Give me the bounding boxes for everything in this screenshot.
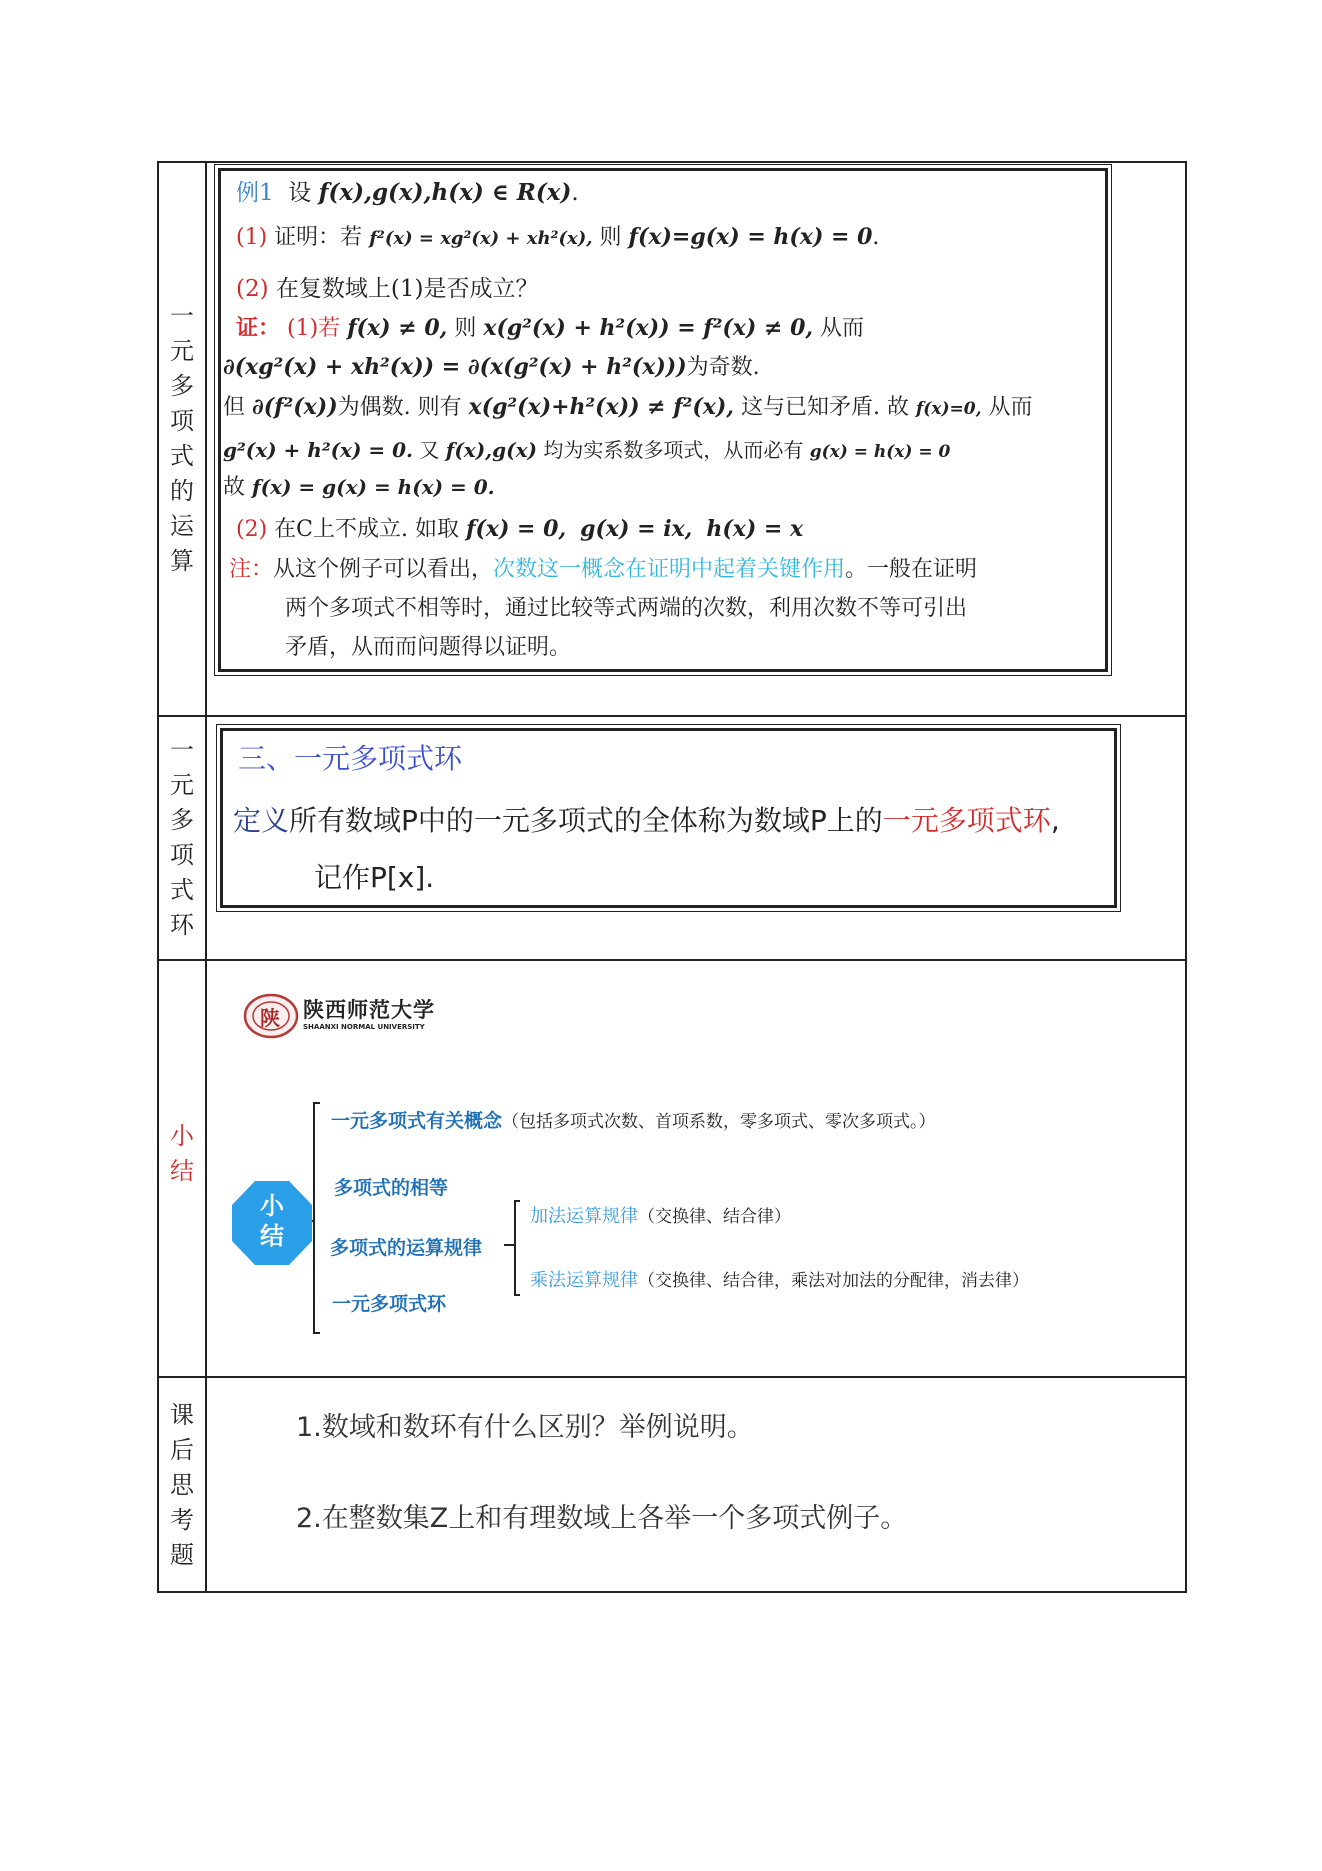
example-line-1: 例1 设 f(x),g(x),h(x) ∈ R(x). — [236, 179, 579, 206]
table-column-divider — [205, 161, 207, 1593]
homework-question-2: 2.在整数集Z上和有理数域上各举一个多项式例子。 — [296, 1503, 908, 1534]
row-label-homework: 课 后 思 考 题 — [170, 1401, 194, 1569]
university-logo — [243, 992, 463, 1040]
summary-badge-text: 小 结 — [260, 1192, 284, 1250]
row-divider-3 — [157, 1376, 1187, 1378]
example-part-2: (2) 在复数域上(1)是否成立？ — [236, 276, 539, 302]
seal-character: 陕 — [260, 1006, 280, 1030]
note-line-1: 注：从这个例子可以看出，次数这一概念在证明中起着关键作用。一般在证明 — [229, 557, 978, 582]
summary-item-rules: 多项式的运算规律 — [330, 1237, 483, 1259]
proof-line-1: 证： (1)若 f(x) ≠ 0, 则 x(g²(x) + h²(x)) = f²(x) ≠ 0, 从而 — [236, 315, 865, 341]
example-part-2-answer: (2) 在C上不成立. 如取 f(x) = 0, g(x) = ix, h(x) = x — [236, 516, 804, 542]
proof-line-3: 但 ∂(f²(x))为偶数. 则有 x(g²(x)+h²(x)) ≠ f²(x), 这与已知矛盾. 故 f(x)=0, 从而 — [223, 394, 1033, 420]
row-label-ring: 一 元 多 项 式 环 — [170, 736, 194, 939]
note-line-2: 两个多项式不相等时，通过比较等式两端的次数，利用次数不等可引出 — [285, 596, 968, 621]
summary-item-equality: 多项式的相等 — [334, 1177, 449, 1199]
proof-line-5: 故 f(x) = g(x) = h(x) = 0. — [223, 475, 495, 500]
ring-definition-line-1: 定义所有数域P中的一元多项式的全体称为数域P上的一元多项式环, — [233, 804, 1060, 837]
row-divider-2 — [157, 959, 1187, 961]
row-label-summary: 小 结 — [170, 1121, 194, 1185]
proof-line-4: g²(x) + h²(x) = 0. 又 f(x),g(x) 均为实系数多项式，从而必有 g(x) = h(x) = 0 — [223, 438, 951, 462]
summary-rule-multiplication: 乘法运算规律（交换律、结合律，乘法对加法的分配律，消去律） — [530, 1270, 1029, 1291]
ring-section-title: 三、一元多项式环 — [238, 742, 463, 775]
row-divider-1 — [157, 715, 1187, 717]
summary-item-concepts: 一元多项式有关概念（包括多项式次数、首项系数，零多项式、零次多项式。） — [331, 1110, 936, 1132]
homework-question-1: 1.数域和数环有什么区别？举例说明。 — [296, 1412, 754, 1443]
row-label-operations: 一 元 多 项 式 的 运 算 — [170, 302, 194, 575]
university-name-en: SHAANXI NORMAL UNIVERSITY — [303, 1023, 425, 1031]
summary-rule-addition: 加法运算规律（交换律、结合律） — [530, 1206, 791, 1227]
proof-line-2: ∂(xg²(x) + xh²(x)) = ∂(x(g²(x) + h²(x)))为奇数. — [223, 354, 760, 380]
example-label: 例1 — [236, 180, 274, 206]
example-part-1: (1) 证明：若 f²(x) = xg²(x) + xh²(x), 则 f(x)=g(x) = h(x) = 0. — [236, 224, 880, 250]
note-line-3: 矛盾，从而而问题得以证明。 — [285, 635, 572, 660]
university-name: 陕西师范大学 — [303, 997, 435, 1022]
summary-item-ring: 一元多项式环 — [332, 1293, 447, 1315]
ring-definition-line-2: 记作P[x]. — [314, 861, 435, 894]
